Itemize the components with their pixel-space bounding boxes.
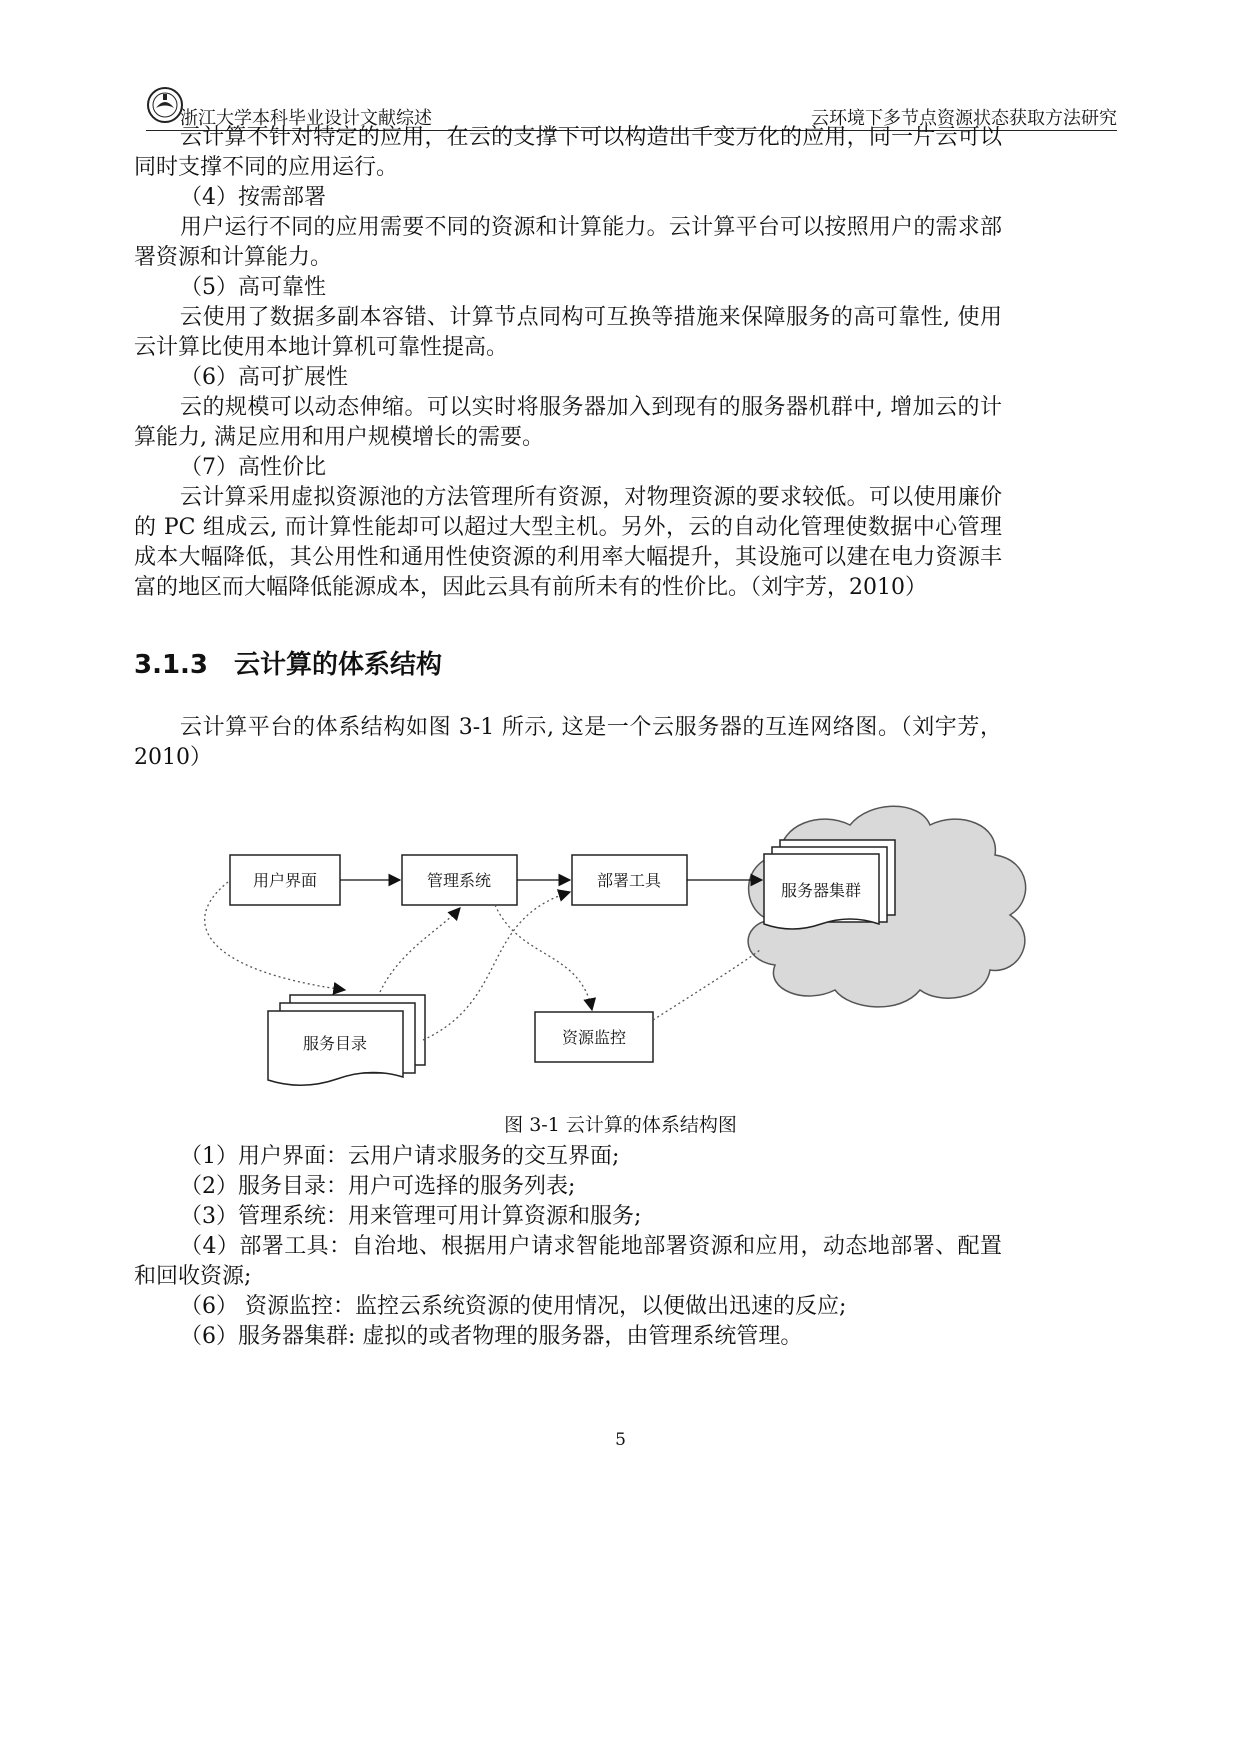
item6-title: （6）高可扩展性 [180,365,348,390]
para7-line3: 成本大幅降低，其公用性和通用性使资源的利用率大幅提升，其设施可以建在电力资源丰 [134,545,1002,570]
service-catalog-node [268,995,425,1085]
section-heading [134,644,442,681]
header-right-title: 云环境下多节点资源状态获取方法研究 [811,108,1117,129]
list-item-3: （3）管理系统：用来管理可用计算资源和服务; [180,1204,642,1229]
para1-line1: 云计算不针对特定的应用，在云的支撑下可以构造出千变万化的应用，同一片云可以 [180,125,1002,150]
intro-line1: 云计算平台的体系结构如图 3-1 所示, 这是一个云服务器的互连网络图。（刘宇芳， [180,715,1002,740]
item7-title: （7）高性价比 [180,455,326,480]
zju-seal-icon [146,86,184,124]
resource-monitor-label: 资源监控 [561,1028,627,1047]
para1-line2: 同时支撑不同的应用运行。 [134,155,399,180]
management-system-label: 管理系统 [426,871,492,890]
para6-line1: 云的规模可以动态伸缩。可以实时将服务器加入到现有的服务器机群中, 增加云的计 [180,395,1002,420]
para5-line1: 云使用了数据多副本容错、计算节点同构可互换等措施来保障服务的高可靠性, 使用 [180,305,1002,330]
server-cluster-node [764,840,895,929]
list-item-4-line2: 和回收资源; [134,1264,252,1289]
user-interface-label: 用户界面 [252,871,318,890]
section-title: 云计算的体系结构 [234,650,443,680]
deploy-tool-label: 部署工具 [596,871,662,890]
list-item-1: （1）用户界面：云用户请求服务的交互界面; [180,1144,620,1169]
dotted-monitor-servers [653,950,760,1020]
dotted-catalog-mgmt [380,908,460,992]
page-number: 5 [615,1430,626,1450]
service-catalog-label: 服务目录 [302,1034,368,1053]
list-item-5: （6） 资源监控：监控云系统资源的使用情况，以便做出迅速的反应; [180,1294,847,1319]
dotted-mgmt-monitor [495,905,592,1010]
header-left-title: 浙江大学本科毕业设计文献综述 [180,108,432,129]
resource-monitor-node [535,1012,653,1062]
server-cluster-label: 服务器集群 [780,881,862,900]
para7-line4: 富的地区而大幅降低能源成本，因此云具有前所未有的性价比。（刘宇芳，2010） [134,575,927,600]
list-item-6: （6）服务器集群: 虚拟的或者物理的服务器，由管理系统管理。 [180,1324,803,1349]
para6-line2: 算能力, 满足应用和用户规模增长的需要。 [134,425,544,450]
list-item-2: （2）服务目录：用户可选择的服务列表; [180,1174,576,1199]
item4-title: （4）按需部署 [180,185,326,210]
figure-caption: 图 3-1 云计算的体系结构图 [504,1114,737,1136]
deploy-tool-node [572,855,687,905]
para7-line1: 云计算采用虚拟资源池的方法管理所有资源，对物理资源的要求较低。可以使用廉价 [180,485,1002,510]
section-number: 3.1.3 [134,650,209,680]
para4-line2: 署资源和计算能力。 [134,245,333,270]
item5-title: （5）高可靠性 [180,275,326,300]
para7-line2: 的 PC 组成云, 而计算性能却可以超过大型主机。另外，云的自动化管理使数据中心管理 [134,515,1002,540]
management-system-node [402,855,517,905]
list-item-4-line1: （4）部署工具：自治地、根据用户请求智能地部署资源和应用，动态地部署、配置 [180,1234,1002,1259]
user-interface-node [230,855,340,905]
intro-line2: 2010） [134,745,212,770]
para4-line1: 用户运行不同的应用需要不同的资源和计算能力。云计算平台可以按照用户的需求部 [180,215,1002,240]
para5-line2: 云计算比使用本地计算机可靠性提高。 [134,335,509,360]
architecture-diagram [180,800,1040,1100]
